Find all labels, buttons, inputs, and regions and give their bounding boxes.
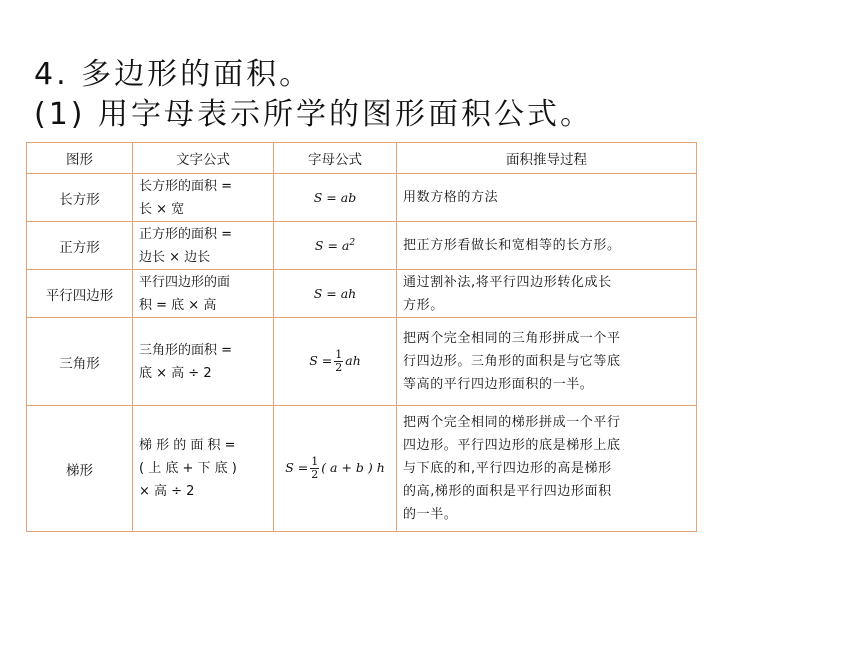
- fraction-denominator: 2: [311, 468, 319, 481]
- letter-formula: S = ah: [274, 270, 397, 318]
- text-formula-line: 底 × 高 ÷ 2: [139, 365, 212, 381]
- shape-name: 梯形: [27, 406, 133, 532]
- letter-formula: [274, 406, 397, 532]
- shape-name: 平行四边形: [27, 270, 133, 318]
- text-formula-line: 梯 形 的 面 积 =: [139, 438, 236, 453]
- derivation-line: 把两个完全相同的三角形拼成一个平: [403, 331, 621, 346]
- table-row: [27, 270, 697, 318]
- formula-prefix: S =: [285, 460, 309, 475]
- shape-name: 三角形: [27, 318, 133, 406]
- table-row: [27, 174, 697, 222]
- header-text-formula: 文字公式: [133, 143, 274, 174]
- derivation-text: [397, 318, 697, 406]
- derivation-line: 行四边形。三角形的面积是与它等底: [403, 354, 621, 369]
- letter-formula: S = ab: [274, 174, 397, 222]
- sub-heading: (1) 用字母表示所学的图形面积公式。: [34, 97, 594, 132]
- header-letter-formula: 字母公式: [274, 143, 397, 174]
- text-formula: [133, 174, 274, 222]
- fraction: [310, 456, 319, 481]
- derivation-line: 等高的平行四边形面积的一半。: [403, 377, 594, 392]
- fraction-numerator: 1: [335, 348, 343, 361]
- fraction: [334, 349, 343, 374]
- derivation-line: 与下底的和,平行四边形的高是梯形: [403, 461, 612, 476]
- section-heading: 4. 多边形的面积。: [34, 57, 313, 92]
- table-row: [27, 318, 697, 406]
- text-formula-line: 长 × 宽: [139, 201, 185, 217]
- text-formula: [133, 406, 274, 532]
- shape-name: 长方形: [27, 174, 133, 222]
- text-formula-line: 积 = 底 × 高: [139, 297, 217, 313]
- derivation-line: 四边形。平行四边形的底是梯形上底: [403, 438, 621, 453]
- derivation-text: [397, 270, 697, 318]
- formula-suffix: ah: [345, 353, 361, 368]
- formula-suffix: ( a + b ) h: [321, 460, 385, 475]
- shape-name: 正方形: [27, 222, 133, 270]
- text-formula-line: ( 上 底 + 下 底 ): [139, 461, 237, 476]
- formula-prefix: S =: [309, 353, 333, 368]
- derivation-text: 用数方格的方法: [397, 174, 697, 222]
- table-header-row: [27, 143, 697, 174]
- derivation-line: 的高,梯形的面积是平行四边形面积: [403, 484, 612, 499]
- header-shape: 图形: [27, 143, 133, 174]
- header-derivation: 面积推导过程: [397, 143, 697, 174]
- formula-base: S = a: [314, 238, 350, 254]
- text-formula-line: 边长 × 边长: [139, 249, 211, 265]
- table-row: [27, 222, 697, 270]
- table-row: [27, 406, 697, 532]
- text-formula-line: 平行四边形的面: [139, 274, 231, 290]
- text-formula-line: 正方形的面积 =: [139, 226, 233, 242]
- derivation-text: 把正方形看做长和宽相等的长方形。: [397, 222, 697, 270]
- text-formula: [133, 270, 274, 318]
- letter-formula: [274, 318, 397, 406]
- text-formula: [133, 222, 274, 270]
- letter-formula: [274, 222, 397, 270]
- fraction-numerator: 1: [311, 455, 319, 468]
- text-formula-line: 三角形的面积 =: [139, 342, 233, 358]
- text-formula: [133, 318, 274, 406]
- fraction-denominator: 2: [335, 361, 343, 374]
- derivation-line: 把两个完全相同的梯形拼成一个平行: [403, 415, 621, 430]
- derivation-line: 通过割补法,将平行四边形转化成长: [403, 274, 612, 290]
- formula-exponent: 2: [349, 237, 356, 248]
- area-formula-table: [26, 142, 697, 532]
- text-formula-line: × 高 ÷ 2: [139, 484, 195, 499]
- derivation-line: 的一半。: [403, 507, 458, 522]
- derivation-text: [397, 406, 697, 532]
- text-formula-line: 长方形的面积 =: [139, 178, 233, 194]
- derivation-line: 方形。: [403, 297, 444, 313]
